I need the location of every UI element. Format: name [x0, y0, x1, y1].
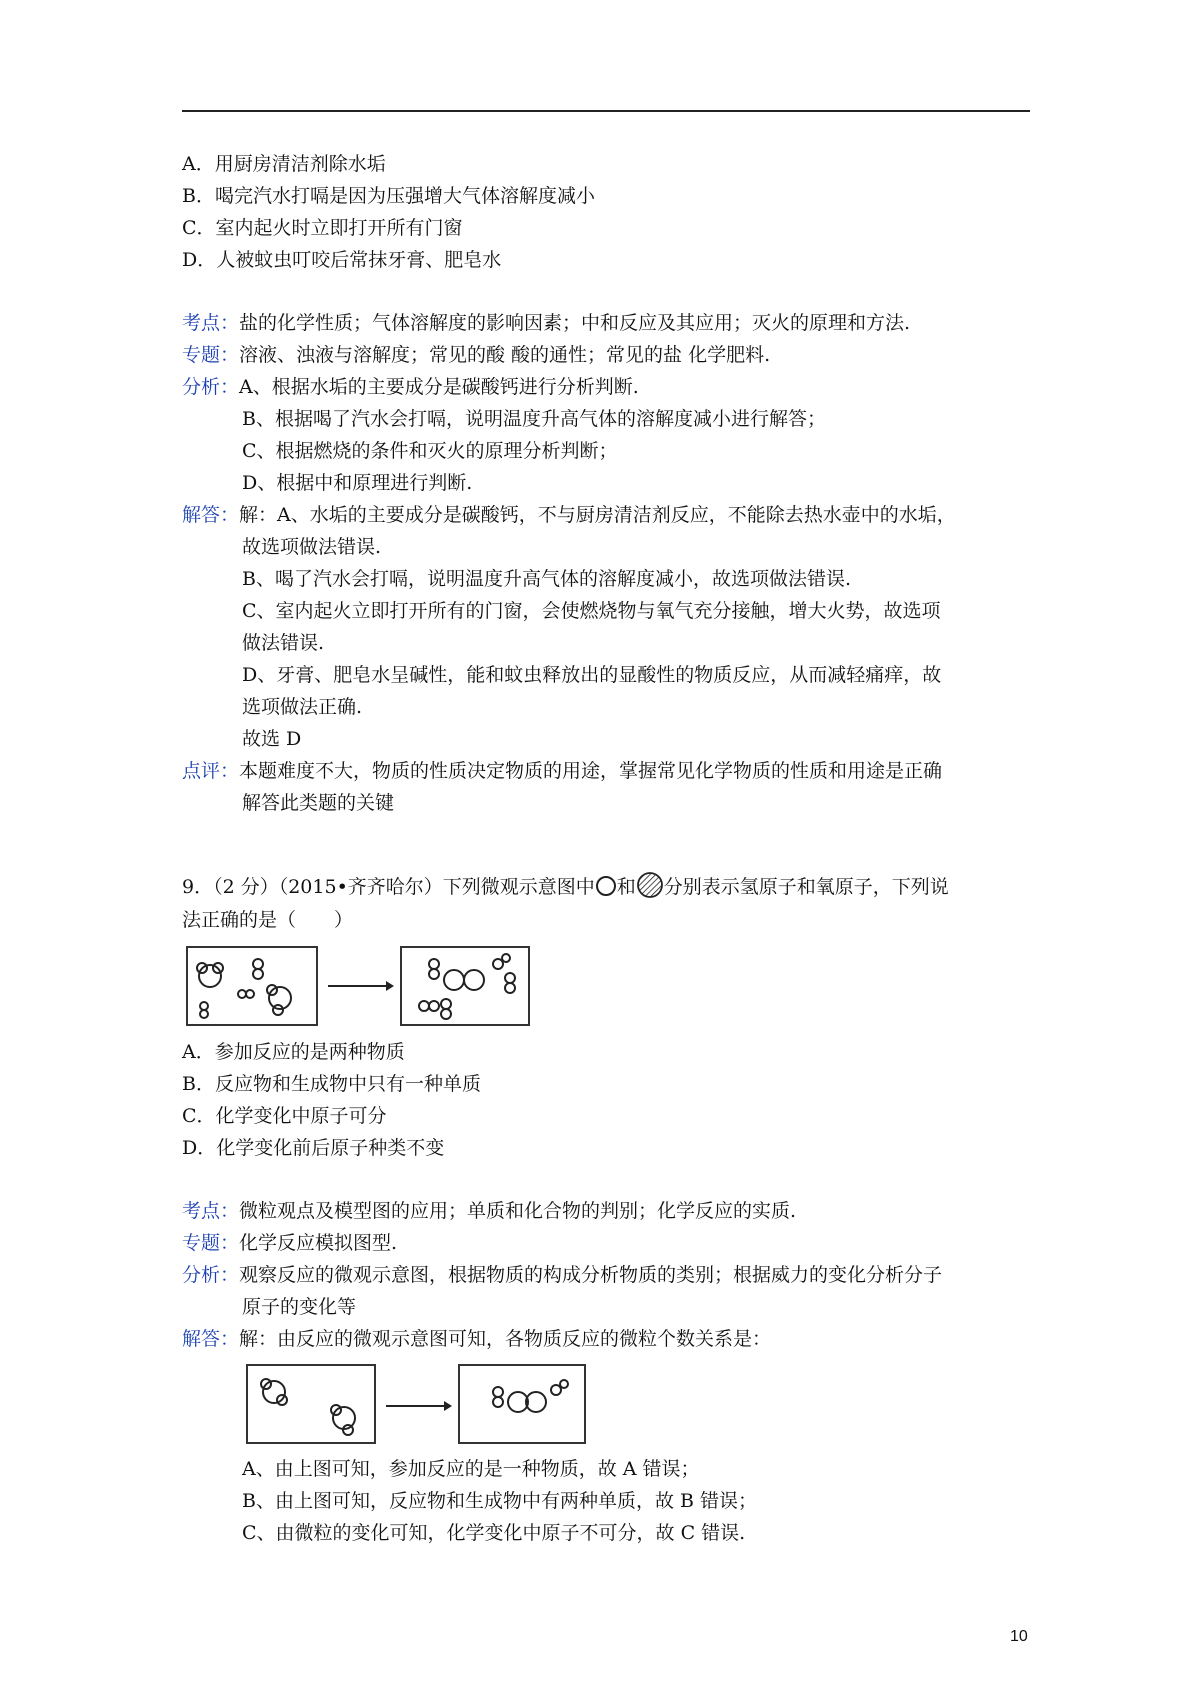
- jieda-tag: 解答：: [182, 1328, 240, 1350]
- kaodian-text: 微粒观点及模型图的应用；单质和化合物的判别；化学反应的实质.: [239, 1200, 797, 1222]
- jieda-line: B、喝了汽水会打嗝，说明温度升高气体的溶解度减小，故选项做法错误.: [242, 568, 852, 590]
- solution-products-molecules: [460, 1366, 584, 1442]
- dianping-line: 解答此类题的关键: [242, 792, 395, 814]
- q9-option-b: B．反应物和生成物中只有一种单质: [182, 1073, 481, 1095]
- jieda-line: 做法错误.: [242, 632, 325, 654]
- jieda-line: D、牙膏、肥皂水呈碱性，能和蚊虫释放出的显酸性的物质反应，从而减轻痛痒，故: [242, 664, 942, 686]
- option-d: D．人被蚊虫叮咬后常抹牙膏、肥皂水: [182, 249, 502, 271]
- q9-jieda-row: [182, 1327, 771, 1351]
- oxygen-atom-icon: [636, 871, 664, 899]
- q9-zhuanti-row: [182, 1231, 397, 1255]
- option-a: A．用厨房清洁剂除水垢: [182, 153, 386, 175]
- q9-option-c: C．化学变化中原子可分: [182, 1105, 387, 1127]
- reactants-molecules: [188, 948, 316, 1024]
- q9-option-d: D．化学变化前后原子种类不变: [182, 1137, 445, 1159]
- jieda-tag: 解答：: [182, 504, 240, 526]
- kaodian-tag: 考点：: [182, 312, 240, 334]
- header-rule: [182, 110, 1030, 112]
- jieda-line: C、由微粒的变化可知，化学变化中原子不可分，故 C 错误.: [242, 1522, 746, 1544]
- fenxi-row: [182, 375, 639, 399]
- zhuanti-text: 溶液、浊液与溶解度；常见的酸 酸的通性；常见的盐 化学肥料.: [239, 344, 771, 366]
- fenxi-tag: 分析：: [182, 376, 240, 398]
- dianping-row: [182, 759, 942, 783]
- q9-fenxi-row: [182, 1263, 942, 1287]
- dianping-tag: 点评：: [182, 760, 240, 782]
- jieda-line: 故选 D: [242, 728, 302, 750]
- reaction-arrow-icon: [384, 1398, 454, 1414]
- page-number: 10: [1010, 1628, 1028, 1645]
- jieda-line: B、由上图可知，反应物和生成物中有两种单质，故 B 错误；: [242, 1490, 758, 1512]
- jieda-line: 故选项做法错误.: [242, 536, 382, 558]
- option-c: C．室内起火时立即打开所有门窗: [182, 217, 463, 239]
- kaodian-text: 盐的化学性质；气体溶解度的影响因素；中和反应及其应用；灭火的原理和方法.: [239, 312, 911, 334]
- fenxi-line: D、根据中和原理进行判断.: [242, 472, 473, 494]
- jieda-line: 解：由反应的微观示意图可知，各物质反应的微粒个数关系是：: [239, 1328, 772, 1350]
- jieda-line: A、由上图可知，参加反应的是一种物质，故 A 错误；: [242, 1458, 700, 1480]
- q9-option-a: A．参加反应的是两种物质: [182, 1041, 405, 1063]
- jieda-line: 选项做法正确.: [242, 696, 363, 718]
- fenxi-tag: 分析：: [182, 1264, 240, 1286]
- zhuanti-tag: 专题：: [182, 1232, 240, 1254]
- zhuanti-text: 化学反应模拟图型.: [239, 1232, 398, 1254]
- products-box: [400, 946, 530, 1026]
- jieda-row: [182, 503, 956, 527]
- fenxi-line: 观察反应的微观示意图，根据物质的构成分析物质的类别；根据威力的变化分析分子: [239, 1264, 943, 1286]
- reaction-arrow-icon: [326, 978, 396, 994]
- q9-stem: [182, 871, 949, 899]
- zhuanti-tag: 专题：: [182, 344, 240, 366]
- reactants-box: [186, 946, 318, 1026]
- solution-reactants-box: [246, 1364, 376, 1444]
- kaodian-row: [182, 311, 910, 335]
- kaodian-tag: 考点：: [182, 1200, 240, 1222]
- q9-kaodian-row: [182, 1199, 796, 1223]
- q9-stem-part: 9．（2 分）（2015•齐齐哈尔）下列微观示意图中: [182, 876, 595, 898]
- fenxi-line: 原子的变化等: [242, 1296, 357, 1318]
- products-molecules: [402, 948, 528, 1024]
- zhuanti-row: [182, 343, 770, 367]
- jieda-line: 解：A、水垢的主要成分是碳酸钙，不与厨房清洁剂反应，不能除去热水壶中的水垢，: [239, 504, 956, 526]
- q9-stem-line2: 法正确的是（ ）: [182, 909, 354, 931]
- fenxi-line: A、根据水垢的主要成分是碳酸钙进行分析判断.: [239, 376, 639, 398]
- hydrogen-atom-icon: [595, 875, 617, 897]
- dianping-line: 本题难度不大，物质的性质决定物质的用途，掌握常见化学物质的性质和用途是正确: [239, 760, 943, 782]
- jieda-line: C、室内起火立即打开所有的门窗，会使燃烧物与氧气充分接触，增大火势，故选项: [242, 600, 941, 622]
- q9-stem-part: 分别表示氢原子和氧原子，下列说: [663, 876, 949, 898]
- fenxi-line: C、根据燃烧的条件和灭火的原理分析判断；: [242, 440, 618, 462]
- fenxi-line: B、根据喝了汽水会打嗝，说明温度升高气体的溶解度减小进行解答；: [242, 408, 826, 430]
- option-b: B．喝完汽水打嗝是因为压强增大气体溶解度减小: [182, 185, 595, 207]
- solution-products-box: [458, 1364, 586, 1444]
- solution-reactants-molecules: [248, 1366, 374, 1442]
- q9-stem-part: 和: [616, 876, 636, 898]
